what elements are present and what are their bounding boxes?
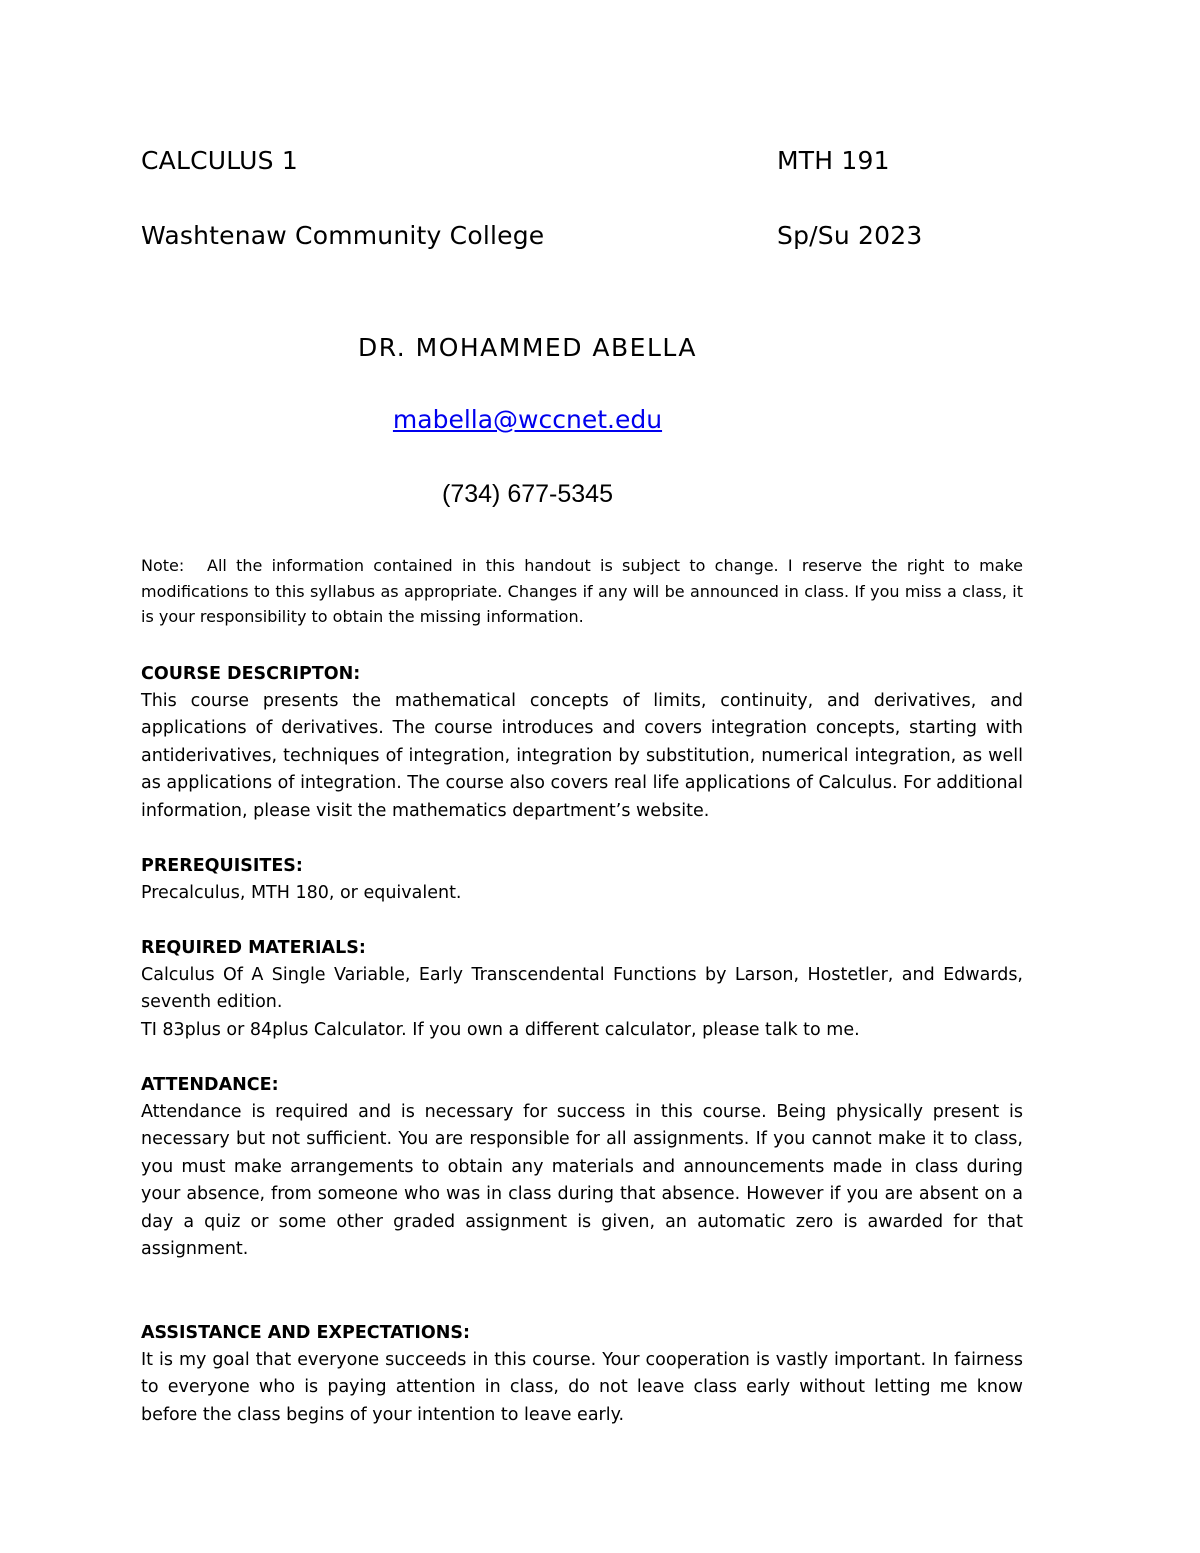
course-code: MTH 191 bbox=[777, 146, 890, 175]
attendance-body: Attendance is required and is necessary for success in this course. Being physically present is necessary but not sufficient. You are responsible for all assignments. If you cannot make it to class, you must make arrangements to obtain any materials and announcements made in class during your absence, from someone who was in class during that absence. However if you are absent on a day a quiz or some other graded assignment is given, an automatic zero is awarded for that assignment. bbox=[141, 1102, 1023, 1260]
assistance-heading: ASSISTANCE AND EXPECTATIONS: bbox=[141, 1323, 470, 1343]
term: Sp/Su 2023 bbox=[777, 221, 923, 250]
course-description-body: This course presents the mathematical concepts of limits, continuity, and derivatives, and applications of derivatives. The course introduces and covers integration concepts, starting with antiderivatives, techniques of integration, integration by substitution, numerical integration, as well as applications of integration. The course also covers real life applications of Calculus. For additional information, please visit the mathematics department’s website. bbox=[141, 691, 1023, 821]
prerequisites-body: Precalculus, MTH 180, or equivalent. bbox=[141, 883, 462, 903]
prerequisites-heading: PREREQUISITES: bbox=[141, 856, 303, 876]
calculator-line: TI 83plus or 84plus Calculator. If you own a different calculator, please talk to me. bbox=[141, 1019, 860, 1040]
instructor-email-link[interactable]: mabella@wccnet.edu bbox=[392, 405, 663, 434]
attendance-heading: ATTENDANCE: bbox=[141, 1075, 279, 1095]
attendance-section bbox=[141, 1072, 1023, 1263]
note-paragraph bbox=[141, 553, 1023, 630]
note-text: All the information contained in this handout is subject to change. I reserve the right to make modifications to this syllabus as appropriate. Changes if any will be announced in class. If you miss a class, it is your responsibility to obtain the missing information. bbox=[141, 556, 1023, 626]
required-materials-heading: REQUIRED MATERIALS: bbox=[141, 938, 366, 958]
instructor-name: DR. MOHAMMED ABELLA bbox=[358, 333, 697, 362]
college-name: Washtenaw Community College bbox=[141, 221, 545, 250]
required-materials-section bbox=[141, 935, 1023, 1044]
instructor-phone: (734) 677-5345 bbox=[442, 480, 613, 508]
course-description-section bbox=[141, 661, 1023, 825]
prerequisites-section bbox=[141, 853, 1023, 907]
assistance-body: It is my goal that everyone succeeds in this course. Your cooperation is vastly important. In fairness to everyone who is paying attention in class, do not leave class early without letting me know before the class begins of your intention to leave early. bbox=[141, 1350, 1023, 1425]
textbook-line: Calculus Of A Single Variable, Early Transcendental Functions by Larson, Hostetler, and Edwards, seventh edition. bbox=[141, 965, 1023, 1013]
instructor-email-line bbox=[0, 405, 1055, 434]
assistance-section bbox=[141, 1320, 1023, 1429]
note-label: Note: bbox=[141, 556, 185, 575]
course-description-heading: COURSE DESCRIPTON: bbox=[141, 664, 361, 684]
course-title: CALCULUS 1 bbox=[141, 146, 298, 175]
